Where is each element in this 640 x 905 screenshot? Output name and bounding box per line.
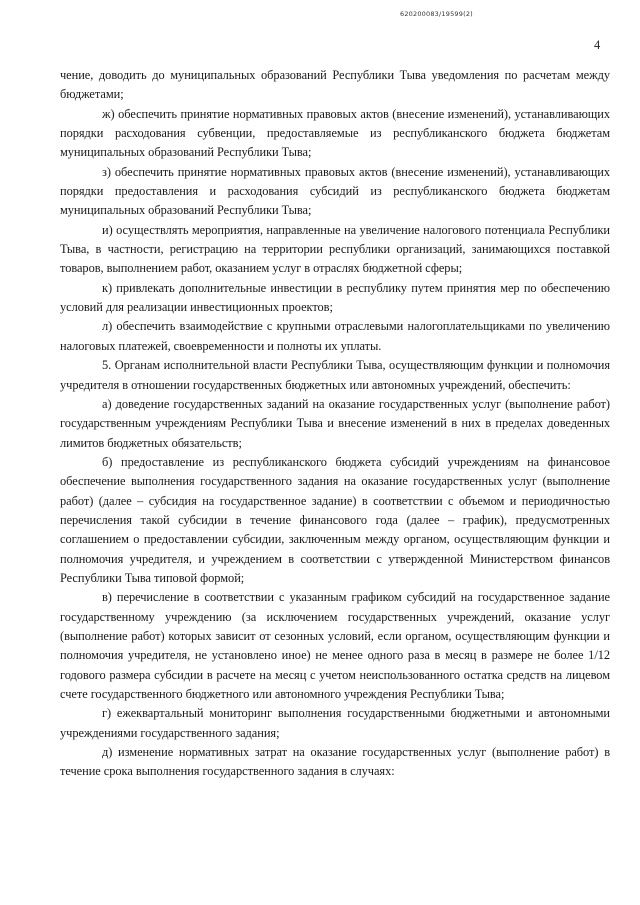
paragraph-item-g: г) ежеквартальный мониторинг выполнения государственными бюджетными и автономными учреждениями государственного задания; <box>60 706 610 740</box>
document-body <box>60 66 610 782</box>
page-number: 4 <box>594 38 601 52</box>
document-id: 620200083/19599(2) <box>400 10 473 18</box>
paragraph-item-k: к) привлекать дополнительные инвестиции в республику путем принятия мер по обеспечению условий для реализации инвестиционных проектов; <box>60 280 610 315</box>
paragraph-item-l: л) обеспечить взаимодействие с крупными отраслевыми налогоплательщиками по увеличению налоговых платежей, своевременности и полноты их уплаты. <box>60 319 610 353</box>
paragraph-item-b: б) предоставление из республиканского бюджета субсидий учреждениям на финансовое обеспечение выполнения государственного задания на оказание государственных услуг (выполнение работ) (далее – субсидия на государственное задание) в соответствии с объемом и периодичностью перечисления такой субсидии в течение финансового года (далее – график), предусмотренных соглашением о предоставлении субсидии, заключенным между органом, осуществляющим функции и полномочия учредителя, и учреждением в соответствии с утвержденной Министерством финансов Республики Тыва типовой формой; <box>60 454 610 585</box>
paragraph-item-zh: ж) обеспечить принятие нормативных правовых актов (внесение изменений), устанавливающих порядки расходования субвенции, предоставляемые из республиканского бюджета бюджетам муниципальных образований Республики Тыва; <box>60 106 610 160</box>
paragraph-continuation: чение, доводить до муниципальных образований Республики Тыва уведомления по расчетам между бюджетами; <box>60 68 610 102</box>
paragraph-item-a: а) доведение государственных заданий на оказание государственных услуг (выполнение работ) государственным учреждениям Республики Тыва и внесение изменений в них в пределах доведенных лимитов бюджетных обязательств; <box>60 396 610 450</box>
paragraph-item-i: и) осуществлять мероприятия, направленные на увеличение налогового потенциала Республики Тыва, в частности, регистрацию на территории республики организаций, занимающихся поставкой товаров, выполнением работ, оказанием услуг в отраслях бюджетной сферы; <box>60 222 610 276</box>
paragraph-item-v: в) перечисление в соответствии с указанным графиком субсидий на государственное задание государственному учреждению (за исключением государственных учреждений, оказание услуг (выполнение работ) которых зависит от сезонных условий, если органом, осуществляющим функции и полномочия учредителя, не установлено иное) не менее одного раза в месяц в размере не более 1/12 годового размера субсидии в расчете на месяц с учетом неиспользованного остатка средств на лицевом счете государственного бюджетного или автономного учреждения Республики Тыва; <box>60 590 610 701</box>
paragraph-section-5: 5. Органам исполнительной власти Республики Тыва, осуществляющим функции и полномочия учредителя в отношении государственных бюджетных или автономных учреждений, обеспечить: <box>60 358 610 392</box>
paragraph-item-z: з) обеспечить принятие нормативных правовых актов (внесение изменений), устанавливающих порядки предоставления и расходования субсидий из республиканского бюджета бюджетам муниципальных образований Республики Тыва; <box>60 164 610 218</box>
paragraph-item-d: д) изменение нормативных затрат на оказание государственных услуг (выполнение работ) в течение срока выполнения государственного задания в случаях: <box>60 745 610 779</box>
